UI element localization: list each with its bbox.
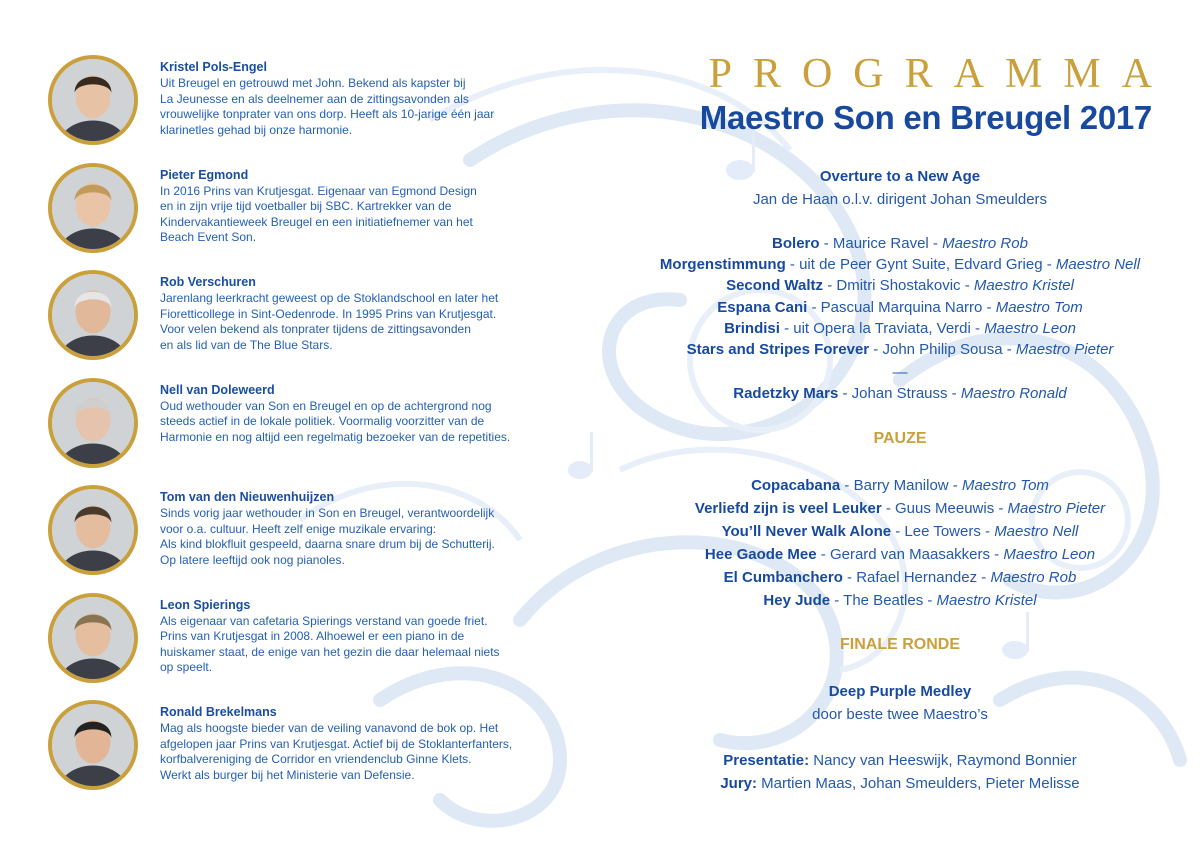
overture-title: Overture to a New Age bbox=[819, 168, 981, 185]
programme-subtitle: Maestro Son en Breugel 2017 bbox=[699, 99, 1152, 136]
portrait-photo bbox=[48, 593, 138, 683]
bio-line: klarinetles gehad bij onze harmonie. bbox=[160, 122, 353, 137]
bio-line: Sinds vorig jaar wethouder in Son en Breugel, verantwoordelijk bbox=[160, 506, 495, 520]
bio-line: Op latere leeftijd ook nog pianoles. bbox=[160, 552, 345, 567]
bio-line: Werkt als burger bij het Ministerie van Defensie. bbox=[160, 767, 415, 782]
bio-name: Nell van Doleweerd bbox=[160, 382, 275, 397]
bio-text bbox=[160, 506, 580, 568]
bio-line: Uit Breugel en getrouwd met John. Bekend als kapster bij bbox=[160, 76, 466, 90]
presentation-credit: Presentatie: Nancy van Heeswijk, Raymond Bonnier bbox=[723, 752, 1077, 769]
programme-item: Second Waltz - Dmitri Shostakovic - Maestro Kristel bbox=[726, 277, 1074, 295]
bio-entry bbox=[44, 375, 604, 475]
bio-name: Leon Spierings bbox=[160, 597, 251, 612]
pause-heading: PAUZE bbox=[873, 430, 927, 447]
programme-item: Bolero - Maurice Ravel - Maestro Rob bbox=[772, 235, 1028, 252]
bio-line: In 2016 Prins van Krutjesgat. Eigenaar van Egmond Design bbox=[160, 183, 477, 198]
bio-line: Jarenlang leerkracht geweest op de Stoklandschool en later het bbox=[160, 291, 499, 305]
portrait-photo bbox=[48, 163, 138, 253]
finale-subtitle: door beste twee Maestro’s bbox=[812, 706, 988, 723]
bio-entry bbox=[44, 52, 604, 152]
bio-entry bbox=[44, 590, 604, 690]
bio-line: Mag als hoogste bieder van de veiling vanavond de bok op. Het bbox=[160, 721, 499, 735]
bio-text bbox=[160, 399, 580, 446]
portrait-photo bbox=[48, 700, 138, 790]
bio-line: Beach Event Son. bbox=[160, 230, 257, 245]
bio-line: La Jeunesse en als deelnemer aan de zittingsavonden als bbox=[160, 91, 469, 106]
bio-line: Als kind blokfluit gespeeld, daarna snare drum bij de Schutterij. bbox=[160, 537, 495, 552]
bio-name: Ronald Brekelmans bbox=[160, 705, 277, 719]
programme-item: You’ll Never Walk Alone - Lee Towers - Maestro Nell bbox=[721, 523, 1079, 540]
bio-text bbox=[160, 614, 580, 676]
jury-credit: Jury: Martien Maas, Johan Smeulders, Pieter Melisse bbox=[720, 775, 1080, 792]
programme-item: Hee Gaode Mee - Gerard van Maasakkers - Maestro Leon bbox=[704, 546, 1096, 563]
bio-line: Harmonie en nog altijd een regelmatig bezoeker van de repetities. bbox=[160, 429, 511, 444]
bio-text bbox=[160, 291, 580, 353]
portrait-photo bbox=[48, 378, 138, 468]
programme-item: Espana Cani - Pascual Marquina Narro - Maestro Tom bbox=[717, 298, 1083, 316]
programme-item: Brindisi - uit Opera la Traviata, Verdi - Maestro Leon bbox=[724, 319, 1076, 337]
bio-name: Pieter Egmond bbox=[160, 167, 249, 182]
bio-line: Prins van Krutjesgat in 2008. Alhoewel er een piano in de bbox=[160, 629, 465, 644]
bio-text bbox=[160, 721, 580, 783]
bio-line: voor o.a. cultuur. Heeft zelf enige muzikale ervaring: bbox=[160, 521, 437, 536]
finale-title: Deep Purple Medley bbox=[828, 683, 972, 700]
bio-line: vrouwelijke tonprater van ons dorp. Heeft als 10-jarige één jaar bbox=[160, 107, 495, 122]
bio-line: Als eigenaar van cafetaria Spierings verstand van goede friet. bbox=[160, 613, 488, 628]
portrait-photo bbox=[48, 55, 138, 145]
portrait-photo bbox=[48, 270, 138, 360]
bio-entry bbox=[44, 482, 604, 582]
programme-title: PROGRAMMA bbox=[708, 51, 1173, 97]
bio-line: Oud wethouder van Son en Breugel en op de achtergrond nog bbox=[160, 398, 492, 413]
bio-entry bbox=[44, 267, 604, 367]
bio-name: Kristel Pols-Engel bbox=[160, 60, 267, 74]
bio-line: afgelopen jaar Prins van Krutjesgat. Actief bij de Stoklanterfanters, bbox=[160, 736, 513, 751]
finale-heading: FINALE RONDE bbox=[840, 636, 960, 653]
bio-entry bbox=[44, 697, 604, 797]
bio-line: korfbalvereniging de Corridor en vriendenclub Ginne Klets. bbox=[160, 752, 472, 767]
programme-column bbox=[600, 0, 1200, 844]
programme-item: Radetzky Mars - Johan Strauss - Maestro Ronald bbox=[733, 385, 1067, 402]
programme-item: Hey Jude - The Beatles - Maestro Kristel bbox=[763, 592, 1037, 609]
bio-entry bbox=[44, 160, 604, 260]
bio-line: op speelt. bbox=[160, 660, 213, 675]
bio-line: en als lid van de The Blue Stars. bbox=[160, 337, 333, 352]
programme-item: Morgenstimmung - uit de Peer Gynt Suite, Edvard Grieg - Maestro Nell bbox=[659, 256, 1141, 274]
bio-line: Kindervakantieweek Breugel en een initiatiefnemer van het bbox=[160, 214, 473, 229]
dash-separator: — bbox=[892, 364, 908, 381]
bio-line: Fioretticollege in Sint-Oedenrode. In 1995 Prins van Krutjesgat. bbox=[160, 306, 497, 321]
programme-item: Verliefd zijn is veel Leuker - Guus Meeuwis - Maestro Pieter bbox=[694, 500, 1106, 517]
bio-name: Tom van den Nieuwenhuijzen bbox=[160, 490, 335, 504]
bio-line: huiskamer staat, de enige van het gezin die daar helemaal niets bbox=[160, 644, 500, 659]
portrait-photo bbox=[48, 485, 138, 575]
overture-credit: Jan de Haan o.l.v. dirigent Johan Smeulders bbox=[752, 191, 1048, 208]
programme-item: Stars and Stripes Forever - John Philip Sousa - Maestro Pieter bbox=[686, 341, 1114, 358]
programme-item: El Cumbanchero - Rafael Hernandez - Maestro Rob bbox=[723, 569, 1077, 586]
bio-line: steeds actief in de lokale politiek. Voormalig voorzitter van de bbox=[160, 414, 485, 429]
bio-line: Voor velen bekend als tonprater tijdens de zittingsavonden bbox=[160, 322, 471, 337]
bio-text bbox=[160, 76, 580, 138]
bio-name: Rob Verschuren bbox=[160, 275, 256, 289]
bio-text bbox=[160, 184, 580, 246]
programme-item: Copacabana - Barry Manilow - Maestro Tom bbox=[751, 477, 1049, 494]
bio-line: en in zijn vrije tijd voetballer bij SBC. Kartrekker van de bbox=[160, 199, 452, 214]
